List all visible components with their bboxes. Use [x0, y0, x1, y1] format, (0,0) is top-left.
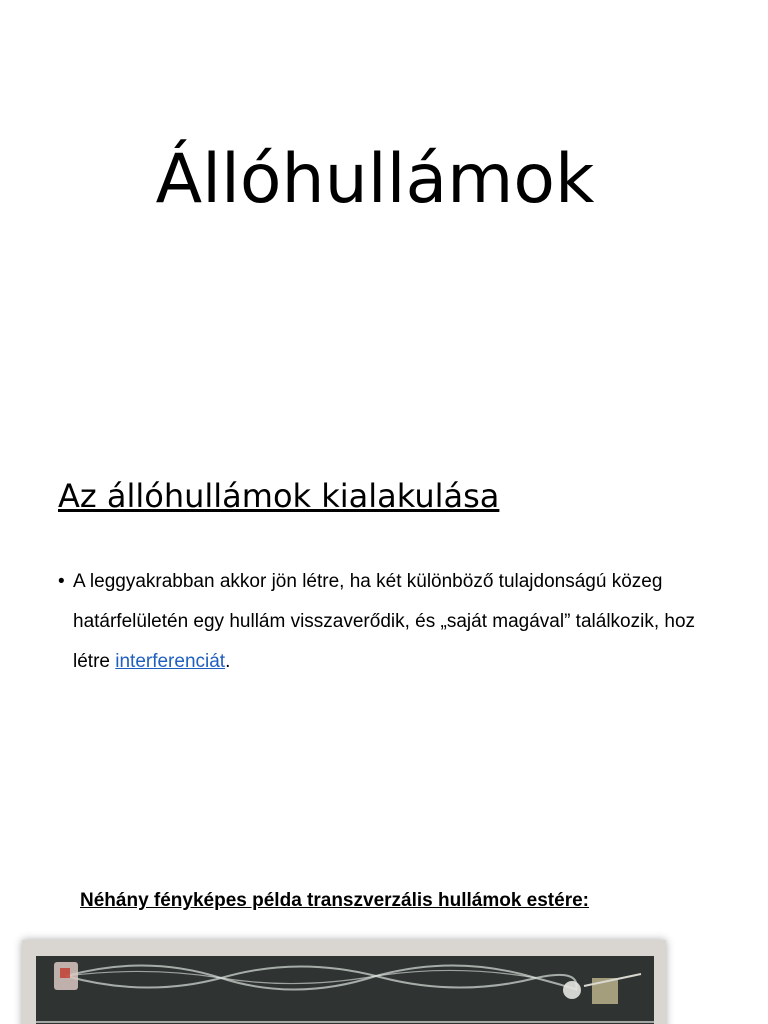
bullet-text [73, 562, 718, 682]
section-heading: Az állóhullámok kialakulása [58, 477, 500, 515]
bullet-marker: • [58, 571, 65, 592]
standing-wave-illustration [36, 956, 654, 1024]
standing-wave-photo [36, 956, 654, 1024]
paragraph-text: A leggyakrabban akkor jön létre, ha két különböző tulajdonságú közeg határfelületén egy hullám visszaverődik, és „saját magával” találkozik, hoz létre [73, 571, 696, 672]
slide-title: Állóhullámok [155, 140, 595, 219]
photo-frame [22, 940, 666, 1024]
paragraph-end: . [225, 651, 231, 672]
interference-link[interactable]: interferenciát [115, 651, 226, 672]
figure-caption: Néhány fényképes példa transzverzális hullámok estére: [80, 890, 589, 911]
bullet-paragraph [58, 562, 718, 682]
